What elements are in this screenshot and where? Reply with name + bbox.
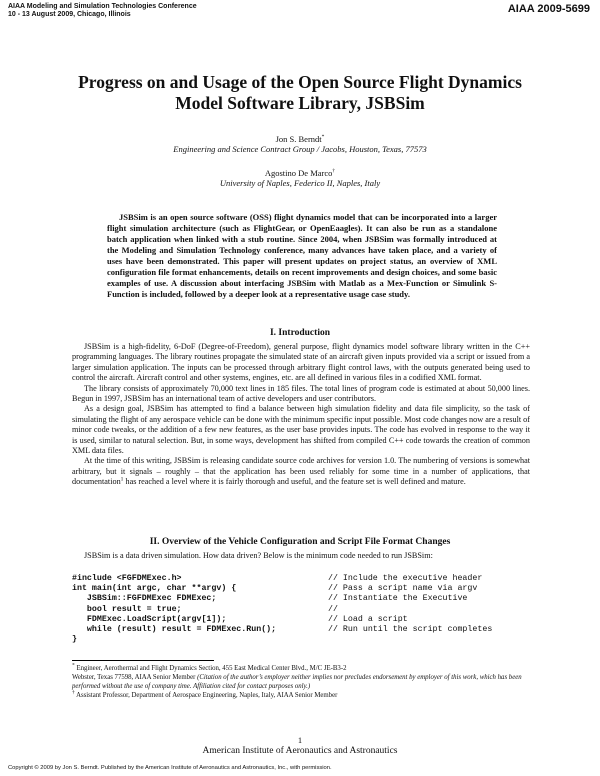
abstract bbox=[107, 212, 497, 300]
footnote-1 bbox=[72, 664, 532, 673]
code-comment: // Pass a script name via argv bbox=[328, 584, 478, 594]
paragraph-text: At the time of this writing, JSBSim is releasing candidate source code archives for version 1.0. The numbering of versions is somewhat arbitrary, but it signals – roughly – that the application has been used reliably for some time in a number of applications, that documentation bbox=[72, 456, 530, 487]
code-text: JSBSim::FGFDMExec FDMExec; bbox=[72, 594, 217, 604]
footnote-text: Webster, Texas 77598, AIAA Senior Member bbox=[72, 674, 198, 681]
introduction-body bbox=[72, 342, 530, 488]
code-text: #include <FGFDMExec.h> bbox=[72, 574, 182, 583]
footnote-text: Assistant Professor, Department of Aerospace Engineering, Naples, Italy, AIAA Senior Member bbox=[74, 692, 338, 699]
paper-title bbox=[40, 72, 560, 114]
code-comment: // Include the executive header bbox=[328, 574, 483, 583]
author-block-1 bbox=[40, 134, 560, 154]
publisher-line: American Institute of Aeronautics and Astronautics bbox=[202, 746, 398, 756]
footnote-mark: * bbox=[72, 662, 75, 669]
paragraph: The library consists of approximately 70,000 text lines in 185 files. The total lines of program code is estimated at about 50,000 lines. Begun in 1997, JSBSim has an international team of active developers and user contributors. bbox=[72, 383, 530, 404]
code-text: bool result = true; bbox=[72, 604, 182, 614]
code-line bbox=[72, 574, 542, 584]
paragraph: JSBSim is a data driven simulation. How data driven? Below is the minimum code needed to run JSBSim: bbox=[84, 551, 433, 560]
footnote-divider bbox=[72, 660, 214, 661]
footnote-text: Engineer, Aerothermal and Flight Dynamics Section, 455 East Medical Center Blvd., M/C JE-B3-2 bbox=[74, 665, 347, 672]
code-text: FDMExec.LoadScript(argv[1]); bbox=[72, 614, 227, 624]
title-line-1: Progress on and Usage of the Open Source Flight Dynamics bbox=[78, 72, 522, 92]
code-text: } bbox=[72, 635, 77, 645]
section-heading-introduction: I. Introduction bbox=[269, 328, 330, 338]
overview-body bbox=[72, 551, 530, 561]
code-comment: // Instantiate the Executive bbox=[328, 594, 468, 604]
footnote-mark: 1 bbox=[120, 476, 124, 483]
page-number: 1 bbox=[297, 735, 303, 745]
copyright-notice: Copyright © 2009 by Jon S. Berndt. Published by the American Institute of Aeronautics and Astronautics, Inc., with permission. bbox=[8, 765, 332, 771]
code-line bbox=[72, 584, 542, 594]
title-line-2: Model Software Library, JSBSim bbox=[175, 93, 425, 113]
author-affiliation: Engineering and Science Contract Group / Jacobs, Houston, Texas, 77573 bbox=[173, 144, 427, 154]
paragraph: JSBSim is a high-fidelity, 6-DoF (Degree-of-Freedom), general purpose, flight dynamics model software library written in the C++ programming languages. The library routines propagate the simulated state of an aircraft given inputs provided via a script or issued from a larger simulation application. The inputs can be processed through arbitrary flight control laws, with the outputs generated being used to control the aircraft. Aircraft control and other systems, engines, etc. are all defined in various files in a codified XML format. bbox=[72, 342, 530, 383]
code-text: int main(int argc, char **argv) { bbox=[72, 584, 237, 594]
author-name: Jon S. Berndt bbox=[275, 134, 322, 144]
footnote-2 bbox=[72, 691, 532, 700]
code-line bbox=[72, 615, 542, 625]
code-line bbox=[72, 625, 542, 635]
abstract-text: JSBSim is an open source software (OSS) flight dynamics model that can be incorporated into a larger flight simulation architecture (such as FlightGear, or OpenEaagles). It can also be run as a standalone batch application when linked with a stub routine. Since 2004, when JSBSim was formally introduced at the Modeling and Simulation Technology conference, many advances have taken place, and a variety of uses have been demonstrated. This paper will present updates on project status, an overview of XML configuration file format enhancements, details on recent improvements and design choices, and some basic examples of use. A discussion about interfacing JSBSim with Matlab as a Mex-Function or Simulink S-Function is included, followed by a deeper look at a representative usage case study. bbox=[107, 212, 497, 299]
author-name: Agostino De Marco bbox=[264, 168, 333, 178]
footnote-mark: † bbox=[72, 689, 75, 696]
conference-name: AIAA Modeling and Simulation Technologies Conference bbox=[8, 3, 197, 10]
conference-date-location: 10 - 13 August 2009, Chicago, Illinois bbox=[8, 11, 131, 18]
footnote-disclaimer: (Citation of the author’s employer neither implies nor precludes endorsement by employer of this work, which has been performed without the use of company time. Affiliation cited for contact purposes only.) bbox=[72, 674, 522, 690]
code-line bbox=[72, 594, 542, 604]
section-heading-overview: II. Overview of the Vehicle Configuration and Script File Format Changes bbox=[149, 537, 451, 547]
code-text: while (result) result = FDMExec.Run(); bbox=[72, 624, 277, 634]
author-footnote-mark: † bbox=[332, 168, 336, 175]
code-line bbox=[72, 605, 542, 615]
paragraph-text: has reached a level where it is fairly thorough and useful, and the feature set is well defined and mature. bbox=[123, 477, 466, 487]
author-block-2 bbox=[40, 168, 560, 188]
code-listing bbox=[72, 574, 542, 645]
author-affiliation: University of Naples, Federico II, Naples, Italy bbox=[219, 178, 381, 188]
paragraph: As a design goal, JSBSim has attempted to find a balance between high simulation fidelity and data file simplicity, so the task of simulating the flight of any aerospace vehicle can be done with the minimum specific input possible. Most code changes now are a result of minor code tweaks, or the addition of a few new features, as the user base provides inputs. The code has evolved in response to the way it is used, similar to natural selection. But, in some ways, development has shifted from compiled C++ code towards the creation of common XML data files. bbox=[72, 404, 530, 456]
footnote-1-continued bbox=[72, 673, 532, 691]
footnotes bbox=[72, 664, 532, 700]
code-comment: // Run until the script completes bbox=[328, 624, 493, 634]
paragraph bbox=[72, 456, 530, 487]
paper-id: AIAA 2009-5699 bbox=[507, 3, 590, 15]
author-footnote-mark: * bbox=[321, 134, 325, 141]
code-line bbox=[72, 635, 542, 645]
conference-info bbox=[8, 3, 197, 19]
code-comment: // bbox=[328, 604, 338, 614]
code-comment: // Load a script bbox=[328, 614, 408, 624]
